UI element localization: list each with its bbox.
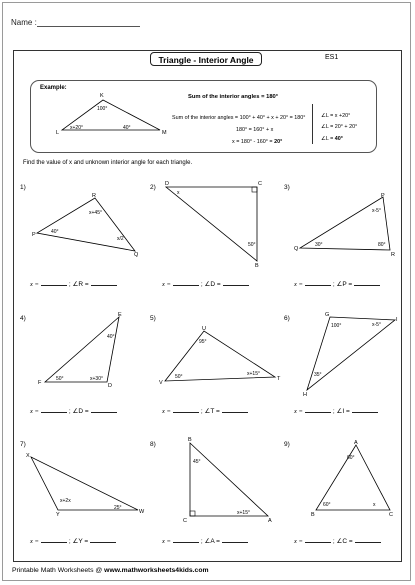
example-label: Example: bbox=[40, 85, 67, 91]
vertex-label: U bbox=[202, 326, 206, 332]
problem-number: 2) bbox=[150, 184, 156, 191]
answer-row[interactable]: x = ; ∠T = bbox=[162, 406, 250, 415]
instructions: Find the value of x and unknown interior angle for each triangle. bbox=[23, 160, 193, 166]
vertex-label: P bbox=[381, 193, 385, 199]
vertex-label: G bbox=[325, 312, 330, 318]
vertex-label: B bbox=[188, 437, 192, 443]
vertex-label: V bbox=[159, 380, 163, 386]
vertex-label: Y bbox=[56, 512, 60, 518]
problem-number: 4) bbox=[20, 315, 26, 322]
name-label: Name : bbox=[11, 18, 37, 27]
worksheet-title: Triangle - Interior Angle bbox=[150, 52, 262, 66]
example-step2: x = 180° - 160° = 20° bbox=[232, 139, 283, 145]
angle-label: 50° bbox=[248, 242, 256, 248]
answer-row[interactable]: x = ; ∠A = bbox=[162, 536, 250, 545]
example-step1: 180° = 160° + x bbox=[236, 127, 274, 133]
worksheet-code: ES1 bbox=[325, 54, 339, 61]
example-side1: ∠L = x +20° bbox=[321, 113, 351, 119]
answer-row[interactable]: x = ; ∠D = bbox=[30, 406, 119, 415]
vertex-label: B bbox=[255, 263, 259, 269]
example-side3: ∠L = 40° bbox=[321, 136, 343, 142]
footer: Printable Math Worksheets @ www.mathworksheets4kids.com bbox=[12, 567, 209, 574]
vertex-label: P bbox=[32, 232, 36, 238]
angle-label: 95° bbox=[199, 339, 207, 345]
vertex-label: B bbox=[311, 512, 315, 518]
angle-label: 40° bbox=[107, 334, 115, 340]
vertex-label: D bbox=[165, 181, 169, 187]
answer-row[interactable]: x = ; ∠P = bbox=[294, 279, 382, 288]
vertex-label: R bbox=[391, 252, 395, 258]
vertex-label: X bbox=[26, 453, 30, 459]
angle-label: 35° bbox=[314, 372, 322, 378]
vertex-label: R bbox=[92, 193, 96, 199]
angle-label: x-5° bbox=[372, 208, 381, 214]
example-side2: ∠L = 20° + 20° bbox=[321, 124, 358, 130]
problem-number: 5) bbox=[150, 315, 156, 322]
angle-label: x+2x bbox=[60, 498, 71, 504]
angle-label: 60° bbox=[347, 455, 355, 461]
angle-label: 100° bbox=[331, 323, 342, 329]
vertex-label: Q bbox=[294, 246, 299, 252]
angle-label: 30° bbox=[315, 242, 323, 248]
answer-row[interactable]: x = ; ∠C = bbox=[294, 536, 383, 545]
vertex-label: I bbox=[396, 317, 398, 323]
vertex-label: Q bbox=[134, 252, 139, 258]
angle-label: 40° bbox=[51, 229, 59, 235]
angle-label: 100° bbox=[97, 106, 108, 112]
problem-number: 6) bbox=[284, 315, 290, 322]
angle-label: 60° bbox=[323, 502, 331, 508]
vertex-label: W bbox=[139, 509, 145, 515]
angle-label: 45° bbox=[193, 459, 201, 465]
angle-label: x+15° bbox=[247, 371, 260, 377]
angle-label: x+30° bbox=[90, 376, 103, 382]
sum-rule: Sum of the interior angles = 180° bbox=[188, 94, 279, 100]
angle-label: 50° bbox=[175, 374, 183, 380]
vertex-label: C bbox=[389, 512, 393, 518]
problem-number: 8) bbox=[150, 441, 156, 448]
problem-number: 9) bbox=[284, 441, 290, 448]
angle-label: x+45° bbox=[89, 210, 102, 216]
answer-row[interactable]: x = ; ∠I = bbox=[294, 406, 380, 415]
vertex-label: E bbox=[118, 312, 122, 318]
vertex-label: C bbox=[258, 181, 262, 187]
answer-row[interactable]: x = ; ∠R = bbox=[30, 279, 119, 288]
angle-label: x bbox=[177, 190, 180, 196]
vertex-label: T bbox=[277, 376, 281, 382]
angle-label: 50° bbox=[56, 376, 64, 382]
vertex-label: H bbox=[303, 392, 307, 398]
vertex-label: M bbox=[162, 130, 167, 136]
angle-label: 25° bbox=[114, 505, 122, 511]
answer-row[interactable]: x = ; ∠D = bbox=[162, 279, 251, 288]
problem-number: 3) bbox=[284, 184, 290, 191]
vertex-label: A bbox=[268, 518, 272, 524]
problem-number: 7) bbox=[20, 441, 26, 448]
vertex-label: K bbox=[100, 93, 104, 99]
problem-number: 1) bbox=[20, 184, 26, 191]
example-equation: Sum of the interior angles = 100° + 40° + x + 20° = 180° bbox=[172, 115, 306, 121]
vertex-label: F bbox=[38, 380, 42, 386]
angle-label: x bbox=[373, 502, 376, 508]
angle-label: 80° bbox=[378, 242, 386, 248]
angle-label: x+15° bbox=[237, 510, 250, 516]
vertex-label: C bbox=[183, 518, 187, 524]
angle-label: x-5° bbox=[372, 322, 381, 328]
angle-label: 40° bbox=[123, 125, 131, 131]
angle-label: x/2 bbox=[117, 236, 124, 242]
vertex-label: A bbox=[354, 440, 358, 446]
answer-row[interactable]: x = ; ∠Y = bbox=[30, 536, 118, 545]
vertex-label: D bbox=[108, 383, 112, 389]
angle-label: x+20° bbox=[70, 125, 83, 131]
vertex-label: L bbox=[56, 130, 60, 136]
footer-link[interactable]: www.mathworksheets4kids.com bbox=[104, 567, 209, 574]
